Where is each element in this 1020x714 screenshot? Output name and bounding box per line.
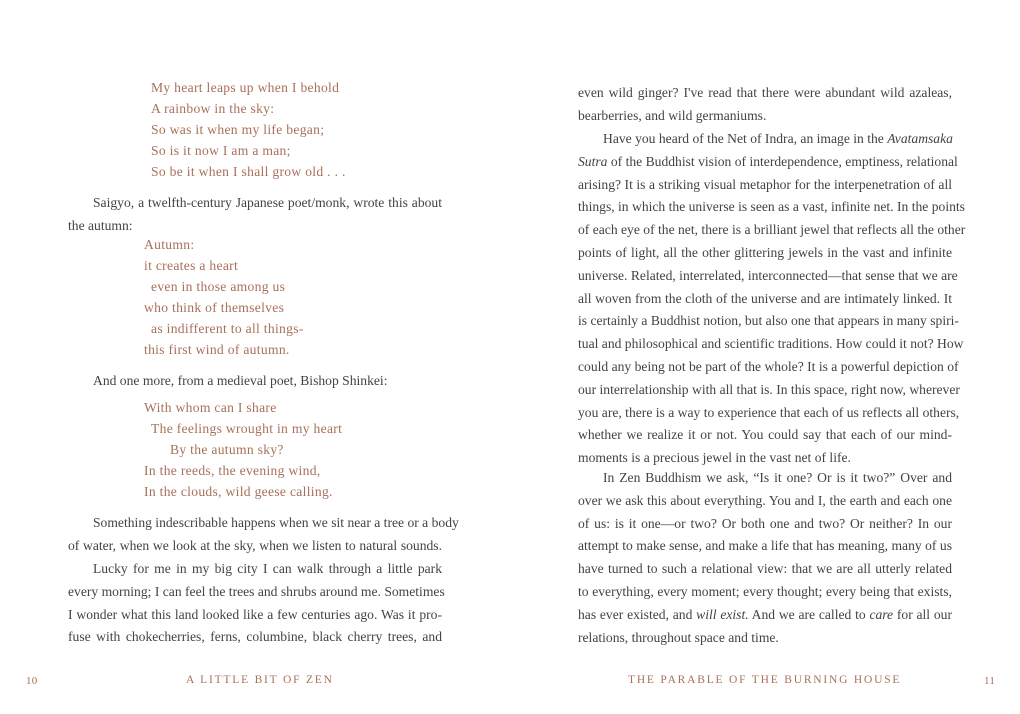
text-line: fuse with chokecherries, ferns, columbine, black cherry trees, and bbox=[68, 629, 442, 645]
text-line: attempt to make sense, and make a life that has meaning, many of us bbox=[578, 538, 952, 554]
poem-line: So was it when my life began; bbox=[151, 122, 325, 137]
text-line: whether we realize it or not. You could say that each of our mind- bbox=[578, 427, 952, 443]
text-line: over we ask this about everything. You and I, the earth and each one bbox=[578, 492, 952, 508]
text-line: I wonder what this land looked like a few centuries ago. Was it pro- bbox=[68, 606, 442, 622]
paragraph-shinkei: And one more, from a medieval poet, Bishop Shinkei: bbox=[93, 373, 388, 388]
text-line: points of light, all the other glittering jewels in the vast and infinite bbox=[578, 244, 952, 260]
text-line: arising? It is a striking visual metaphor for the interpenetration of all bbox=[578, 176, 952, 192]
text-line: all woven from the cloth of the universe and are intimately linked. It bbox=[578, 290, 952, 306]
text-run: for all our bbox=[893, 606, 952, 622]
poem-line: who think of themselves bbox=[144, 300, 285, 315]
italic-title: Avatamsaka bbox=[887, 131, 953, 146]
paragraph-indescribable bbox=[68, 512, 459, 558]
text-line: is certainly a Buddhist notion, but also one that appears in many spiri- bbox=[578, 313, 959, 329]
text-run: Have you heard of the Net of Indra, an image in the bbox=[603, 131, 888, 146]
page-number-left: 10 bbox=[26, 675, 38, 687]
poem-line: it creates a heart bbox=[144, 258, 239, 273]
text-line: every morning; I can feel the trees and shrubs around me. Sometimes bbox=[68, 583, 445, 599]
paragraph-saigyo bbox=[68, 192, 442, 238]
italic-emphasis: care bbox=[869, 606, 894, 622]
text-line: bearberries, and wild germaniums. bbox=[578, 107, 767, 123]
poem-line: In the clouds, wild geese calling. bbox=[144, 484, 333, 499]
poem-line: So is it now I am a man; bbox=[151, 143, 291, 158]
poem-line: In the reeds, the evening wind, bbox=[144, 463, 321, 478]
poem-line: My heart leaps up when I behold bbox=[151, 80, 340, 95]
text-line: relations, throughout space and time. bbox=[578, 629, 779, 645]
text-line bbox=[578, 128, 952, 151]
paragraph-ginger bbox=[578, 82, 952, 128]
paragraph-zen-one-or-two bbox=[578, 467, 952, 649]
text-line: Saigyo, a twelfth-century Japanese poet/monk, wrote this about bbox=[93, 195, 442, 210]
italic-title: Sutra bbox=[578, 153, 608, 169]
paragraph-lucky bbox=[68, 558, 445, 649]
text-line: you are, there is a way to experience that each of us reflects all others, bbox=[578, 404, 960, 420]
italic-emphasis: will exist. bbox=[696, 606, 749, 622]
text-line: have turned to such a relational view: that we are all utterly related bbox=[578, 561, 952, 577]
poem-line: even in those among us bbox=[151, 279, 286, 294]
text-line: moments is a precious jewel in the vast net of life. bbox=[578, 450, 851, 466]
text-line: Something indescribable happens when we sit near a tree or a body bbox=[93, 515, 459, 530]
right-page bbox=[510, 0, 1020, 714]
text-line bbox=[578, 604, 952, 627]
text-run: And we are called to bbox=[748, 606, 870, 622]
poem-line: By the autumn sky? bbox=[170, 442, 284, 457]
text-run: of the Buddhist vision of interdependence, emptiness, relational bbox=[607, 153, 958, 169]
text-line: could any being not be part of the whole? It is a powerful depiction of bbox=[578, 358, 959, 374]
text-line: of each eye of the net, there is a brilliant jewel that reflects all the other bbox=[578, 222, 966, 238]
text-line: of water, when we look at the sky, when we listen to natural sounds. bbox=[68, 537, 442, 553]
text-line: tual and philosophical and scientific traditions. How could it not? How bbox=[578, 336, 964, 352]
page-number-right: 11 bbox=[984, 675, 996, 687]
poem-line: So be it when I shall grow old . . . bbox=[151, 164, 346, 179]
poem-line: Autumn: bbox=[144, 237, 195, 252]
text-run: has ever existed, and bbox=[578, 606, 697, 622]
text-line: of us: is it one—or two? Or both one and two? Or neither? In our bbox=[578, 515, 952, 531]
text-line bbox=[578, 151, 958, 174]
text-line: to everything, every moment; every thought; every being that exists, bbox=[578, 583, 952, 599]
text-line: our interrelationship with all that is. In this space, right now, wherever bbox=[578, 381, 960, 397]
paragraph-net-of-indra bbox=[578, 128, 966, 470]
text-line: things, in which the universe is seen as a vast, infinite net. In the points bbox=[578, 199, 965, 215]
text-line: In Zen Buddhism we ask, “Is it one? Or is it two?” Over and bbox=[603, 470, 952, 485]
text-line: the autumn: bbox=[68, 217, 133, 233]
poem-line: as indifferent to all things- bbox=[151, 321, 304, 336]
poem-line: With whom can I share bbox=[144, 400, 277, 415]
text-line: even wild ginger? I've read that there were abundant wild azaleas, bbox=[578, 85, 952, 100]
poem-line: this first wind of autumn. bbox=[144, 342, 290, 357]
running-head-right: THE PARABLE OF THE BURNING HOUSE bbox=[628, 674, 902, 686]
text-line: Lucky for me in my big city I can walk through a little park bbox=[93, 561, 442, 576]
poem-line: A rainbow in the sky: bbox=[151, 101, 275, 116]
poem-line: The feelings wrought in my heart bbox=[151, 421, 343, 436]
text-line: universe. Related, interrelated, interconnected—that sense that we are bbox=[578, 267, 958, 283]
running-head-left: A LITTLE BIT OF ZEN bbox=[186, 674, 334, 686]
